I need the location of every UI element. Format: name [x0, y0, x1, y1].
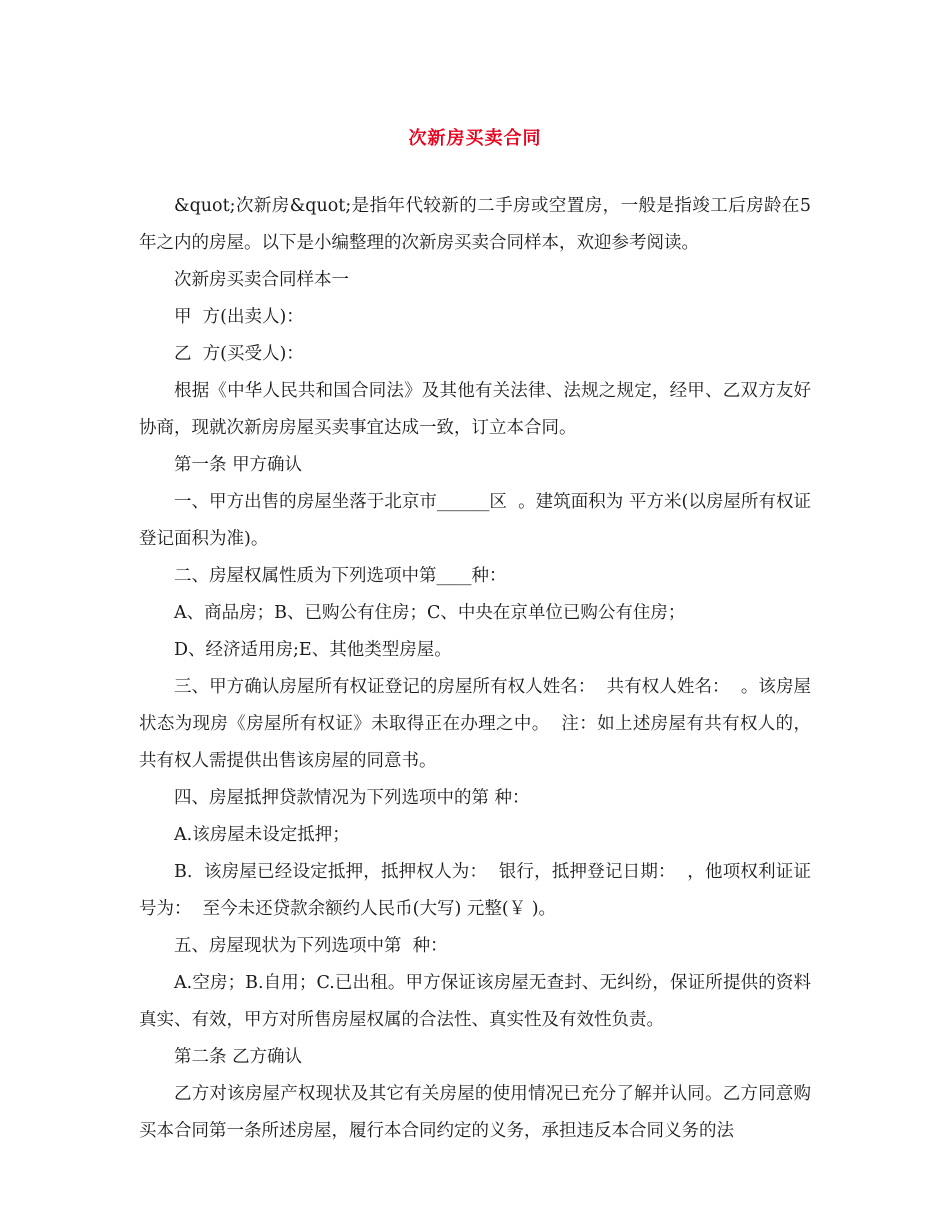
article-1-heading: 第一条 甲方确认 — [174, 455, 303, 475]
clause-1-1: 一、甲方出售的房屋坐落于北京市______区 。建筑面积为 平方米(以房屋所有权证登记面积为准)。 — [139, 492, 811, 549]
intro-paragraph: &quot;次新房&quot;是指年代较新的二手房或空置房，一般是指竣工后房龄在5年之内的房屋。以下是小编整理的次新房买卖合同样本，欢迎参考阅读。 — [139, 196, 811, 253]
clause-1-2-options-b: D、经济适用房;E、其他类型房屋。 — [174, 640, 452, 660]
document-body — [139, 188, 811, 1150]
sample-heading: 次新房买卖合同样本一 — [174, 270, 349, 290]
clause-1-5: 五、房屋现状为下列选项中第 种： — [174, 936, 448, 956]
preamble-paragraph: 根据《中华人民共和国合同法》及其他有关法律、法规之规定，经甲、乙双方友好协商，现就次新房房屋买卖事宜达成一致，订立本合同。 — [139, 381, 811, 438]
clause-1-4: 四、房屋抵押贷款情况为下列选项中的第 种： — [174, 788, 530, 808]
clause-1-2-options-a: A、商品房；B、已购公有住房；C、中央在京单位已购公有住房； — [174, 603, 686, 623]
clause-1-4-option-a: A.该房屋未设定抵押； — [174, 825, 350, 845]
party-a-line: 甲 方(出卖人)： — [174, 307, 304, 327]
document-title: 次新房买卖合同 — [408, 128, 542, 149]
clause-1-3: 三、甲方确认房屋所有权证登记的房屋所有权人姓名： 共有权人姓名： 。该房屋状态为现房《房屋所有权证》未取得正在办理之中。 注：如上述房屋有共有权人的，共有权人需提供出售该房屋的同意书。 — [139, 677, 811, 771]
clause-1-2: 二、房屋权属性质为下列选项中第____种： — [174, 566, 507, 586]
party-b-line: 乙 方(买受人)： — [174, 344, 304, 364]
clause-2-1: 乙方对该房屋产权现状及其它有关房屋的使用情况已充分了解并认同。乙方同意购买本合同第一条所述房屋，履行本合同约定的义务，承担违反本合同义务的法 — [139, 1084, 811, 1141]
article-2-heading: 第二条 乙方确认 — [174, 1047, 303, 1067]
clause-1-4-option-b: B. 该房屋已经设定抵押，抵押权人为： 银行，抵押登记日期： ，他项权利证证号为： 至今未还贷款余额约人民币(大写) 元整(￥ )。 — [139, 862, 811, 919]
clause-1-5-options: A.空房；B.自用；C.已出租。甲方保证该房屋无查封、无纠纷，保证所提供的资料真实、有效，甲方对所售房屋权属的合法性、真实性及有效性负责。 — [139, 973, 811, 1030]
